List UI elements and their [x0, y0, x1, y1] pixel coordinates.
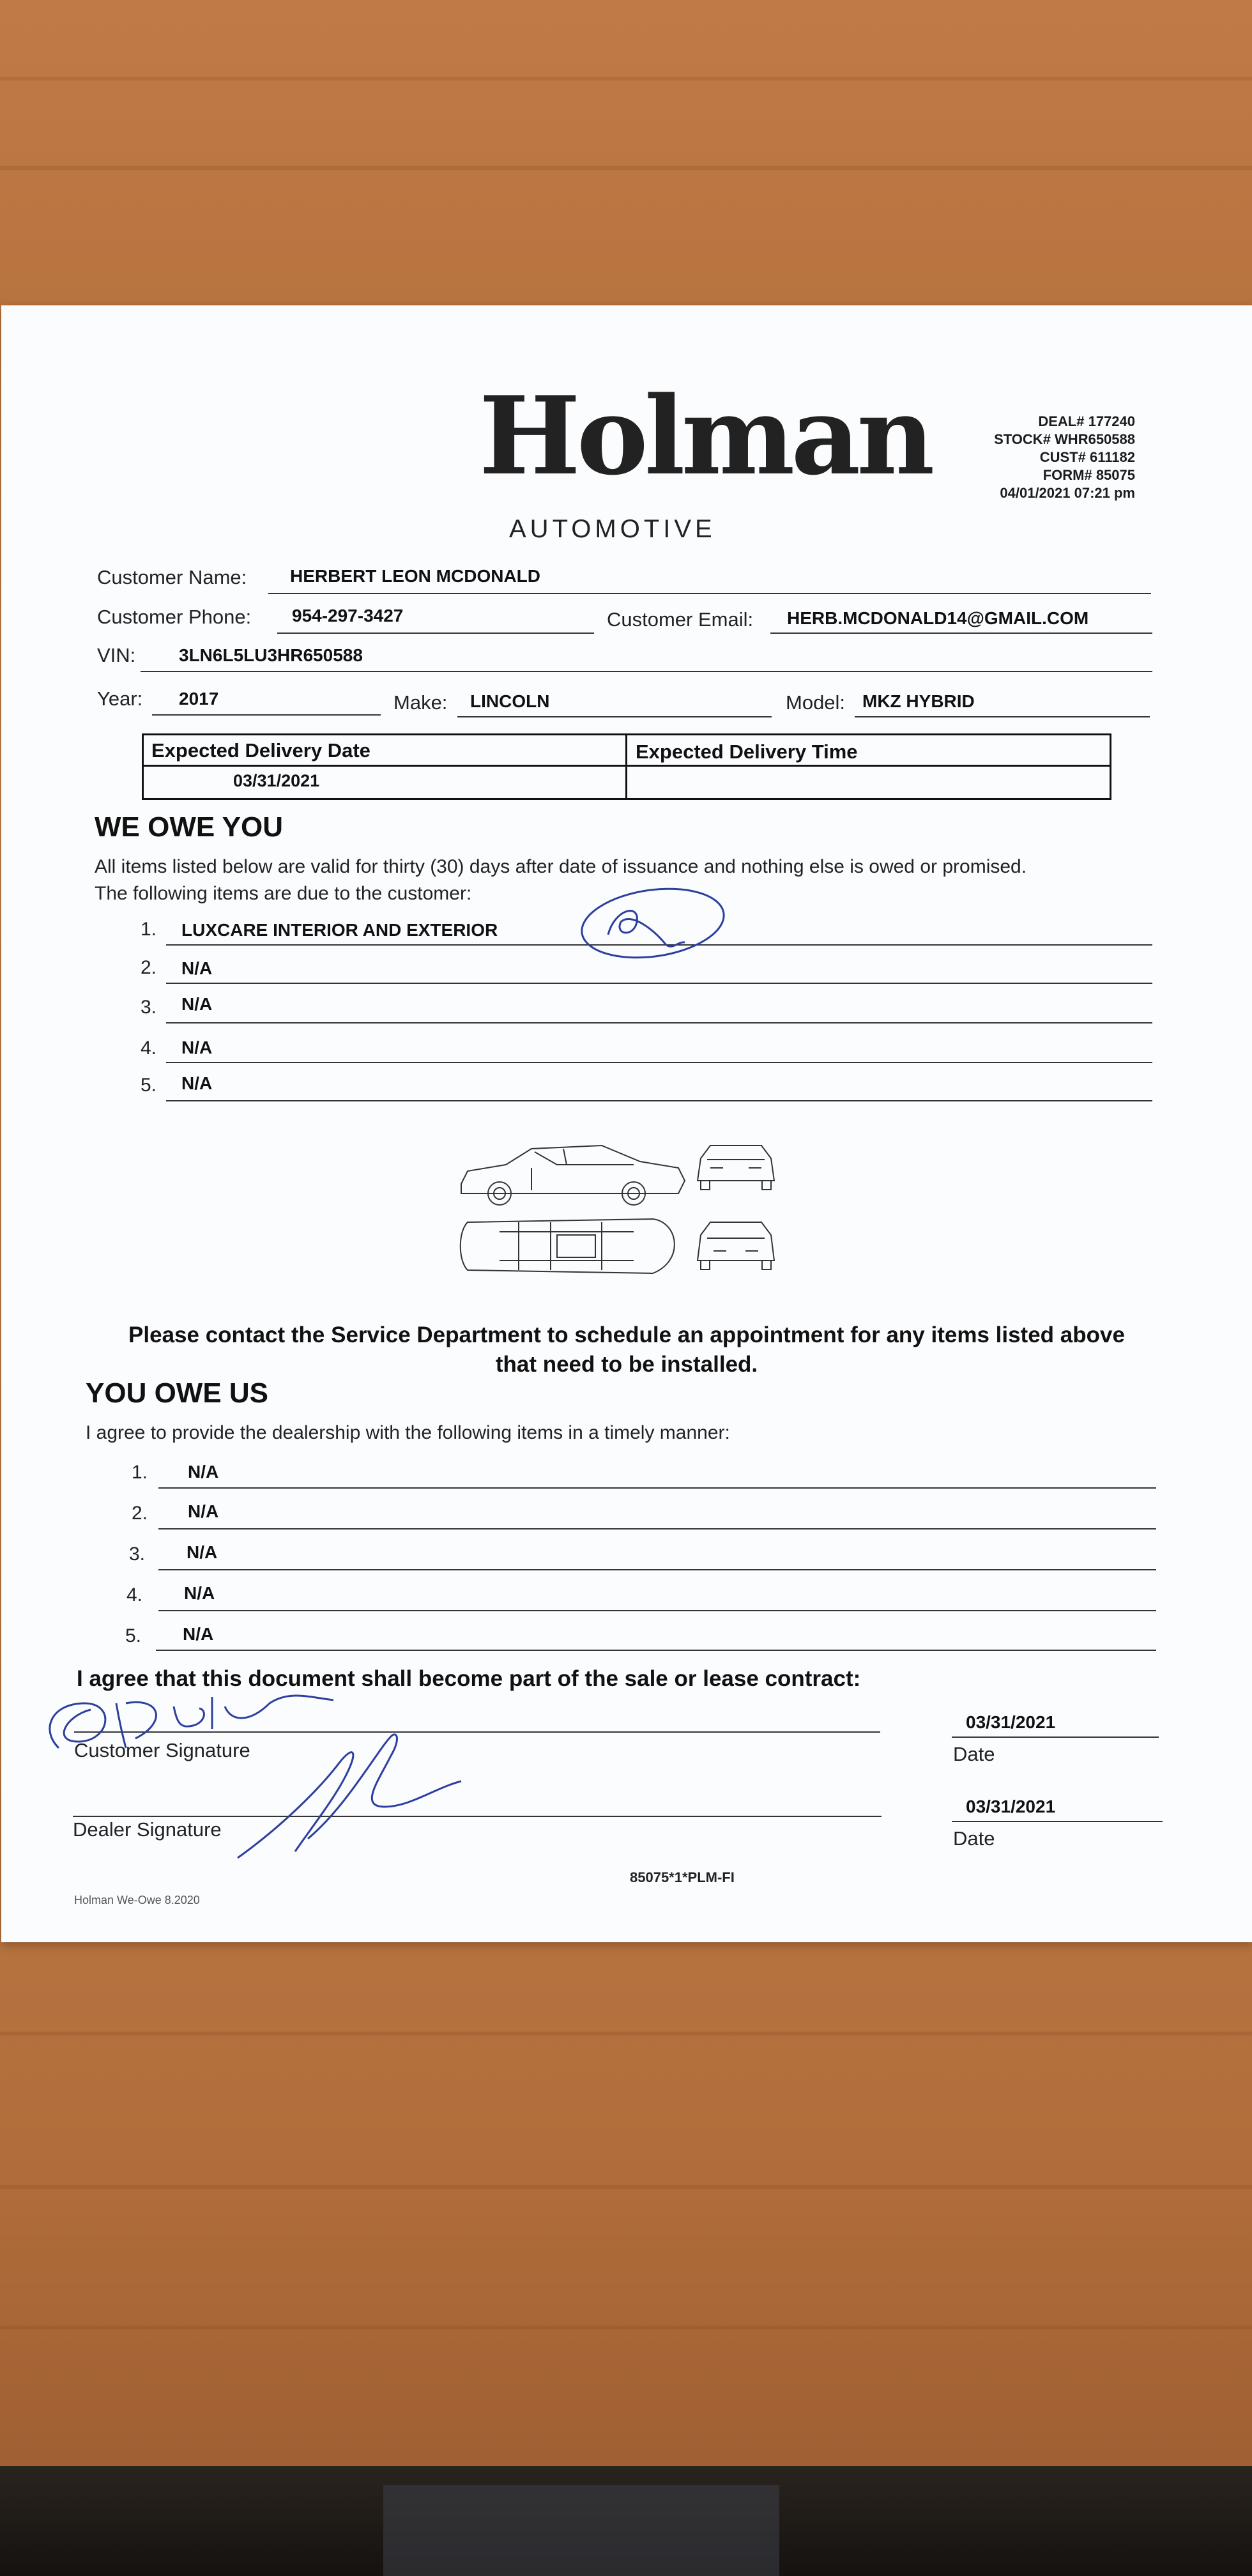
underline: [770, 632, 1152, 634]
we-owe-item-number: 5.: [141, 1075, 157, 1096]
underline: [166, 1100, 1152, 1101]
we-owe-item-text: N/A: [181, 1038, 213, 1057]
form-version: Holman We-Owe 8.2020: [74, 1894, 200, 1906]
customer-name-label: Customer Name:: [97, 566, 247, 588]
underline: [268, 593, 1151, 594]
table-divider: [625, 735, 627, 798]
form-code: 85075*1*PLM-FI: [630, 1869, 735, 1885]
you-owe-item-number: 3.: [129, 1544, 146, 1565]
underline: [158, 1528, 1156, 1529]
customer-signature-date: 03/31/2021: [966, 1712, 1056, 1732]
underline: [158, 1569, 1156, 1570]
service-notice-line1: Please contact the Service Department to schedule an appointment for any items listed above: [128, 1322, 1125, 1347]
underline: [166, 1022, 1152, 1023]
we-owe-you-intro-text: The following items are due to the customer:: [95, 883, 472, 904]
wood-grain: [0, 2185, 1252, 2189]
you-owe-item-number: 5.: [125, 1625, 142, 1646]
service-notice-line2: that need to be installed.: [495, 1352, 758, 1377]
stock-number: STOCK# WHR650588: [994, 431, 1135, 447]
underline: [166, 983, 1152, 984]
expected-delivery-date-header: Expected Delivery Date: [151, 739, 370, 762]
expected-delivery-time-header: Expected Delivery Time: [636, 740, 858, 763]
we-owe-item-text: N/A: [181, 994, 213, 1014]
underline: [952, 1736, 1159, 1738]
vin-label: VIN:: [97, 644, 136, 666]
make-value: LINCOLN: [470, 691, 550, 711]
underline: [457, 716, 772, 717]
customer-initials-signature: [576, 884, 729, 967]
expected-delivery-date-value: 03/31/2021: [233, 771, 320, 790]
dealer-date-label: Date: [953, 1827, 995, 1850]
we-owe-item-number: 3.: [141, 997, 157, 1018]
customer-phone-value: 954-297-3427: [292, 606, 404, 625]
logo-subtitle: AUTOMOTIVE: [509, 515, 716, 543]
make-label: Make:: [393, 691, 448, 714]
dealer-handwritten-signature: [231, 1711, 474, 1877]
underline: [152, 714, 381, 716]
underline: [158, 1487, 1156, 1489]
you-owe-us-heading: YOU OWE US: [86, 1377, 269, 1409]
we-owe-item-text: LUXCARE INTERIOR AND EXTERIOR: [181, 920, 498, 940]
you-owe-item-number: 4.: [126, 1584, 143, 1606]
model-value: MKZ HYBRID: [862, 691, 975, 711]
underline: [855, 716, 1150, 717]
you-owe-item-text: N/A: [188, 1462, 219, 1482]
underline: [952, 1821, 1163, 1822]
you-owe-item-number: 2.: [132, 1503, 148, 1524]
you-owe-item-text: N/A: [188, 1501, 219, 1521]
we-owe-form-paper: [1, 305, 1252, 1942]
deal-number: DEAL# 177240: [1038, 413, 1135, 429]
floor-patch: [383, 2485, 779, 2576]
model-label: Model:: [786, 691, 846, 714]
delivery-table: [142, 733, 1111, 800]
dealer-signature-date: 03/31/2021: [966, 1797, 1056, 1816]
you-owe-us-intro-text: I agree to provide the dealership with the following items in a timely manner:: [86, 1422, 730, 1443]
print-timestamp: 04/01/2021 07:21 pm: [1000, 485, 1135, 501]
agreement-statement: I agree that this document shall become part of the sale or lease contract:: [77, 1666, 861, 1691]
customer-date-label: Date: [953, 1743, 995, 1765]
you-owe-item-text: N/A: [184, 1583, 215, 1603]
we-owe-item-text: N/A: [181, 1073, 213, 1093]
vehicle-damage-diagram: [455, 1133, 793, 1299]
underline: [277, 632, 594, 634]
dealer-signature-label: Dealer Signature: [73, 1818, 222, 1841]
we-owe-item-number: 1.: [141, 919, 157, 940]
form-number: FORM# 85075: [1042, 467, 1135, 483]
customer-signature-label: Customer Signature: [74, 1739, 250, 1761]
underline: [141, 671, 1152, 672]
underline: [156, 1650, 1156, 1651]
table-divider: [144, 765, 1110, 767]
wood-grain: [0, 2032, 1252, 2035]
deal-metadata: [934, 413, 1135, 502]
we-owe-item-text: N/A: [181, 958, 213, 978]
we-owe-item-number: 4.: [141, 1038, 157, 1059]
you-owe-item-text: N/A: [183, 1624, 214, 1644]
we-owe-you-heading: WE OWE YOU: [95, 811, 283, 843]
holman-logo: Holman: [479, 372, 931, 499]
we-owe-you-validity-text: All items listed below are valid for thirty (30) days after date of issuance and nothing else is owed or promised.: [95, 856, 1027, 877]
customer-phone-label: Customer Phone:: [97, 606, 252, 628]
customer-number: CUST# 611182: [1039, 449, 1135, 465]
vin-value: 3LN6L5LU3HR650588: [179, 645, 363, 665]
you-owe-item-text: N/A: [187, 1542, 218, 1562]
you-owe-item-number: 1.: [132, 1462, 148, 1483]
dealer-signature-line: [73, 1816, 882, 1817]
underline: [166, 1062, 1152, 1063]
year-value: 2017: [179, 689, 219, 709]
year-label: Year:: [97, 687, 143, 710]
customer-email-label: Customer Email:: [607, 608, 754, 631]
customer-name-value: HERBERT LEON MCDONALD: [290, 566, 540, 586]
wood-grain: [0, 166, 1252, 170]
customer-email-value: HERB.MCDONALD14@GMAIL.COM: [787, 608, 1089, 628]
we-owe-item-number: 2.: [141, 957, 157, 978]
wood-grain: [0, 77, 1252, 80]
wood-grain: [0, 2326, 1252, 2329]
underline: [158, 1610, 1156, 1611]
